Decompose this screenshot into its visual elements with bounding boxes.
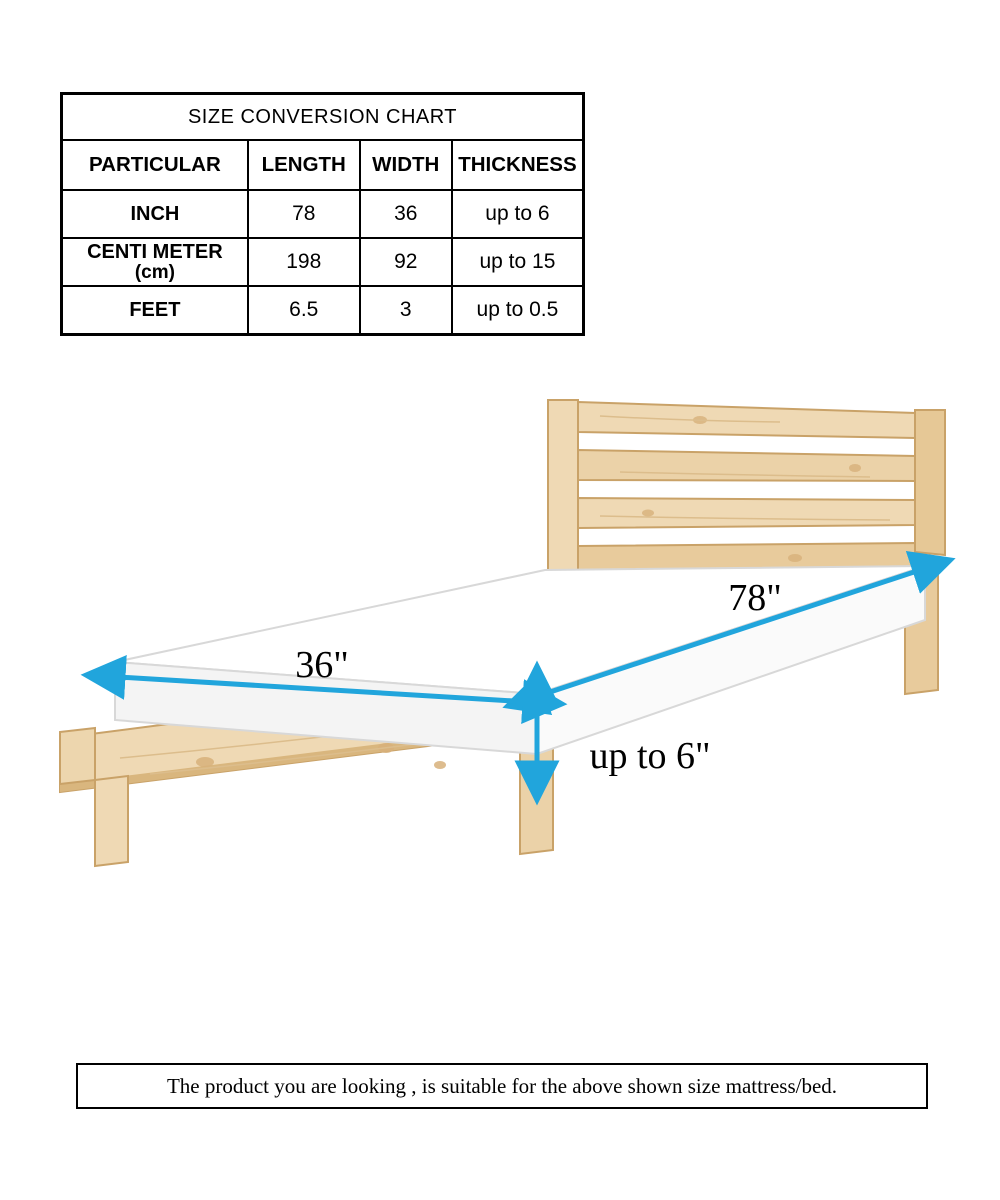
column-header-thickness: THICKNESS bbox=[452, 140, 584, 190]
width-label: 36" bbox=[295, 644, 349, 686]
row-label-centimeter-main: CENTI METER bbox=[87, 240, 223, 263]
chart-title: SIZE CONVERSION CHART bbox=[62, 94, 584, 141]
cell-inch-width: 36 bbox=[360, 190, 452, 238]
table-row bbox=[62, 238, 584, 286]
product-note-box bbox=[76, 1063, 928, 1109]
mattress bbox=[115, 566, 925, 754]
cell-feet-width: 3 bbox=[360, 286, 452, 335]
table-row bbox=[62, 190, 584, 238]
column-header-length: LENGTH bbox=[248, 140, 360, 190]
length-label: 78" bbox=[728, 577, 782, 619]
cell-cm-thickness: up to 15 bbox=[452, 238, 584, 286]
size-conversion-chart bbox=[60, 92, 585, 336]
cell-feet-thickness: up to 0.5 bbox=[452, 286, 584, 335]
row-label-inch: INCH bbox=[62, 190, 248, 238]
table-row bbox=[62, 286, 584, 335]
cell-inch-length: 78 bbox=[248, 190, 360, 238]
cell-cm-length: 198 bbox=[248, 238, 360, 286]
table-title-row bbox=[62, 94, 584, 141]
row-label-centimeter bbox=[62, 238, 248, 286]
cell-cm-width: 92 bbox=[360, 238, 452, 286]
product-note-text: The product you are looking , is suitable for the above shown size mattress/bed. bbox=[166, 1073, 838, 1098]
thickness-label: up to 6" bbox=[589, 735, 711, 777]
bed-headboard bbox=[548, 400, 945, 576]
row-label-feet: FEET bbox=[62, 286, 248, 335]
column-header-particular: PARTICULAR bbox=[62, 140, 248, 190]
row-label-centimeter-unit: (cm) bbox=[134, 261, 175, 283]
table-header-row bbox=[62, 140, 584, 190]
column-header-width: WIDTH bbox=[360, 140, 452, 190]
bed-diagram bbox=[0, 380, 1000, 980]
cell-feet-length: 6.5 bbox=[248, 286, 360, 335]
cell-inch-thickness: up to 6 bbox=[452, 190, 584, 238]
